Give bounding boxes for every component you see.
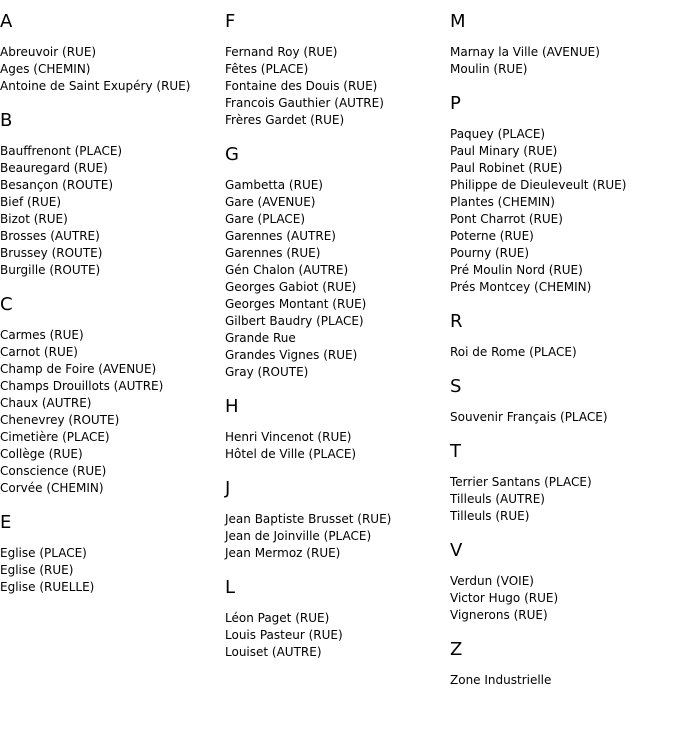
street-link[interactable]: Gray (ROUTE) (225, 365, 309, 379)
street-link[interactable]: Grande Rue (225, 331, 296, 345)
street-link[interactable]: Antoine de Saint Exupéry (RUE) (0, 79, 191, 93)
street-link[interactable]: Paul Robinet (RUE) (450, 161, 563, 175)
street-link[interactable]: Plantes (CHEMIN) (450, 195, 555, 209)
letter-heading: M (450, 11, 466, 32)
street-link[interactable]: Bizot (RUE) (0, 212, 68, 226)
street-list (450, 126, 675, 296)
street-link[interactable]: Moulin (RUE) (450, 62, 528, 76)
street-link[interactable]: Gambetta (RUE) (225, 178, 323, 192)
street-link[interactable]: Grandes Vignes (RUE) (225, 348, 358, 362)
street-list (225, 610, 450, 661)
letter-group-p (450, 92, 675, 296)
street-link[interactable]: Marnay la Ville (AVENUE) (450, 45, 600, 59)
street-list (0, 545, 225, 596)
letter-heading: B (0, 110, 13, 131)
street-link[interactable]: Fontaine des Douis (RUE) (225, 79, 378, 93)
street-link[interactable]: Carnot (RUE) (0, 345, 78, 359)
letter-heading: T (450, 441, 461, 462)
street-list (225, 44, 450, 129)
street-link[interactable]: Brosses (AUTRE) (0, 229, 100, 243)
street-link[interactable]: Frères Gardet (RUE) (225, 113, 345, 127)
street-link[interactable]: Besançon (ROUTE) (0, 178, 114, 192)
street-link[interactable]: Souvenir Français (PLACE) (450, 410, 608, 424)
letter-group-a (0, 10, 225, 95)
street-link[interactable]: Corvée (CHEMIN) (0, 481, 104, 495)
street-link[interactable]: Garennes (AUTRE) (225, 229, 336, 243)
street-link[interactable]: Pont Charrot (RUE) (450, 212, 563, 226)
letter-heading: L (225, 577, 236, 598)
street-index-column (450, 10, 675, 703)
letter-heading: C (0, 294, 13, 315)
street-link[interactable]: Bief (RUE) (0, 195, 62, 209)
street-link[interactable]: Burgille (ROUTE) (0, 263, 101, 277)
street-list (450, 672, 675, 689)
street-list (0, 327, 225, 497)
letter-heading: Z (450, 639, 463, 660)
letter-group-l (225, 576, 450, 661)
street-link[interactable]: Collège (RUE) (0, 447, 83, 461)
street-link[interactable]: Paquey (PLACE) (450, 127, 546, 141)
street-link[interactable]: Champ de Foire (AVENUE) (0, 362, 157, 376)
street-link[interactable]: Georges Montant (RUE) (225, 297, 367, 311)
street-list (225, 511, 450, 562)
street-link[interactable]: Beauregard (RUE) (0, 161, 108, 175)
street-link[interactable]: Paul Minary (RUE) (450, 144, 558, 158)
street-link[interactable]: Conscience (RUE) (0, 464, 107, 478)
street-link[interactable]: Prés Montcey (CHEMIN) (450, 280, 592, 294)
street-link[interactable]: Chenevrey (ROUTE) (0, 413, 120, 427)
letter-heading: V (450, 540, 463, 561)
letter-heading: J (225, 478, 231, 499)
street-link[interactable]: Henri Vincenot (RUE) (225, 430, 352, 444)
letter-group-r (450, 310, 675, 361)
letter-group-e (0, 511, 225, 596)
letter-group-z (450, 638, 675, 689)
street-link[interactable]: Tilleuls (RUE) (450, 509, 530, 523)
street-link[interactable]: Tilleuls (AUTRE) (450, 492, 545, 506)
street-link[interactable]: Zone Industrielle (450, 673, 552, 687)
street-index-column (225, 10, 450, 675)
letter-group-v (450, 539, 675, 624)
letter-group-g (225, 143, 450, 381)
street-link[interactable]: Eglise (RUE) (0, 563, 74, 577)
street-list (0, 143, 225, 279)
letter-heading: F (225, 11, 236, 32)
street-link[interactable]: Bauffrenont (PLACE) (0, 144, 123, 158)
letter-group-s (450, 375, 675, 426)
street-link[interactable]: Chaux (AUTRE) (0, 396, 92, 410)
street-link[interactable]: Poterne (RUE) (450, 229, 534, 243)
street-list (450, 474, 675, 525)
street-link[interactable]: Ages (CHEMIN) (0, 62, 91, 76)
street-link[interactable]: Cimetière (PLACE) (0, 430, 110, 444)
street-link[interactable]: Champs Drouillots (AUTRE) (0, 379, 164, 393)
street-link[interactable]: Gilbert Baudry (PLACE) (225, 314, 364, 328)
letter-group-t (450, 440, 675, 525)
letter-group-c (0, 293, 225, 497)
street-link[interactable]: Carmes (RUE) (0, 328, 84, 342)
letter-heading: R (450, 311, 463, 332)
street-link[interactable]: Francois Gauthier (AUTRE) (225, 96, 384, 110)
letter-group-b (0, 109, 225, 279)
street-link[interactable]: Verdun (VOIE) (450, 574, 534, 588)
street-link[interactable]: Pré Moulin Nord (RUE) (450, 263, 583, 277)
street-link[interactable]: Gare (AVENUE) (225, 195, 316, 209)
street-link[interactable]: Fêtes (PLACE) (225, 62, 309, 76)
street-link[interactable]: Brussey (ROUTE) (0, 246, 103, 260)
street-link[interactable]: Garennes (RUE) (225, 246, 321, 260)
street-link[interactable]: Vignerons (RUE) (450, 608, 548, 622)
street-link[interactable]: Jean Mermoz (RUE) (225, 546, 341, 560)
street-link[interactable]: Louiset (AUTRE) (225, 645, 322, 659)
letter-heading: G (225, 144, 239, 165)
street-link[interactable]: Fernand Roy (RUE) (225, 45, 338, 59)
letter-heading: S (450, 376, 462, 397)
street-list (450, 344, 675, 361)
street-link[interactable]: Léon Paget (RUE) (225, 611, 330, 625)
street-list (225, 429, 450, 463)
letter-group-j (225, 477, 450, 562)
street-list (225, 177, 450, 381)
street-link[interactable]: Eglise (PLACE) (0, 546, 87, 560)
street-link[interactable]: Terrier Santans (PLACE) (450, 475, 592, 489)
letter-heading: E (0, 512, 12, 533)
street-link[interactable]: Victor Hugo (RUE) (450, 591, 559, 605)
letter-group-h (225, 395, 450, 463)
street-link[interactable]: Louis Pasteur (RUE) (225, 628, 343, 642)
street-index-column (0, 10, 225, 610)
street-link[interactable]: Pourny (RUE) (450, 246, 530, 260)
street-link[interactable]: Georges Gabiot (RUE) (225, 280, 357, 294)
street-link[interactable]: Roi de Rome (PLACE) (450, 345, 577, 359)
street-link[interactable]: Hôtel de Ville (PLACE) (225, 447, 357, 461)
street-list (0, 44, 225, 95)
street-list (450, 44, 675, 78)
letter-group-f (225, 10, 450, 129)
street-link[interactable]: Jean de Joinville (PLACE) (225, 529, 372, 543)
letter-heading: H (225, 396, 239, 417)
letter-group-m (450, 10, 675, 78)
street-link[interactable]: Gare (PLACE) (225, 212, 306, 226)
street-list (450, 409, 675, 426)
street-link[interactable]: Gén Chalon (AUTRE) (225, 263, 349, 277)
letter-heading: P (450, 93, 461, 114)
street-list (450, 573, 675, 624)
street-link[interactable]: Philippe de Dieuleveult (RUE) (450, 178, 627, 192)
letter-heading: A (0, 11, 13, 32)
street-link[interactable]: Eglise (RUELLE) (0, 580, 95, 594)
street-link[interactable]: Abreuvoir (RUE) (0, 45, 97, 59)
street-link[interactable]: Jean Baptiste Brusset (RUE) (225, 512, 392, 526)
